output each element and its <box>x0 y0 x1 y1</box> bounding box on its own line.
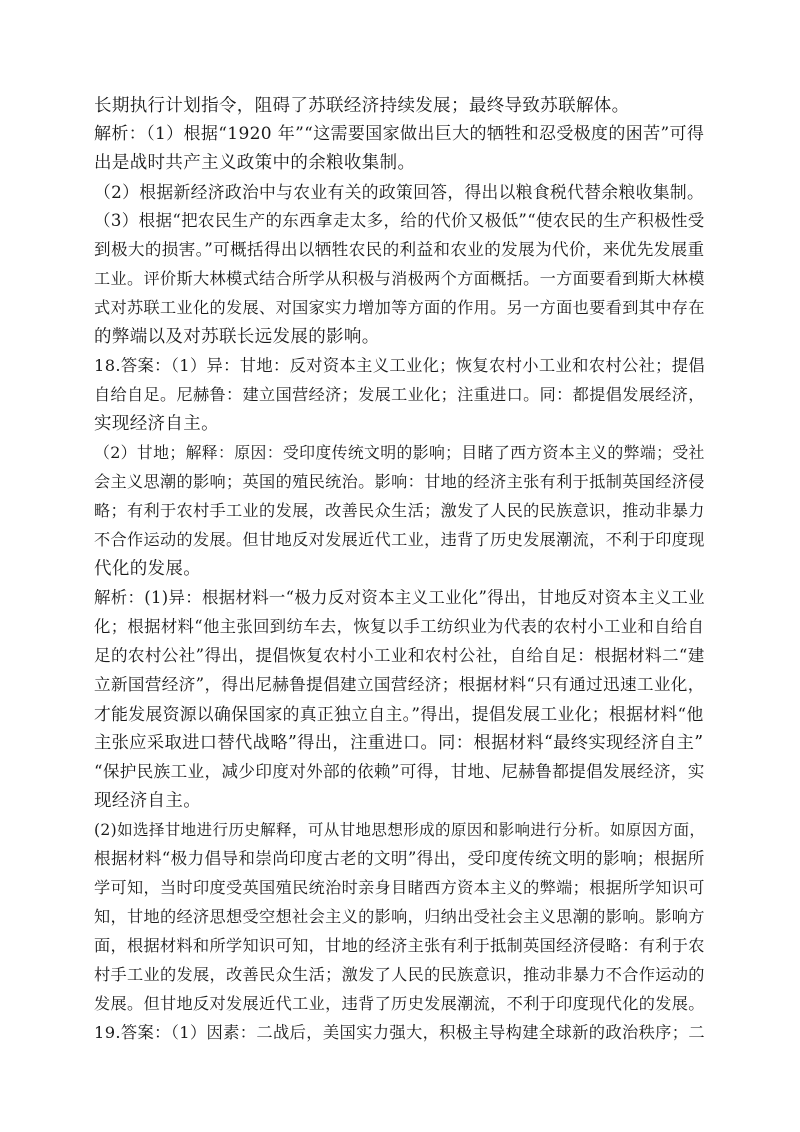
text-line: 18.答案：（1）异：甘地：反对资本主义工业化；恢复农村小工业和农村公社；提倡 <box>94 356 706 375</box>
text-line: 化；根据材料“他主张回到纺车去，恢复以手工纺织业为代表的农村小工业和自给自 <box>94 617 705 636</box>
text-line: 立新国营经济”，得出尼赫鲁提倡建立国营经济；根据材料“只有通过迅速工业化， <box>94 675 705 694</box>
text-line: 不合作运动的发展。但甘地反对发展近代工业，违背了历史发展潮流，不利于印度现 <box>94 530 705 549</box>
text-line: （3）根据“把农民生产的东西拿走太多，给的代价又极低”“使农民的生产积极性受 <box>94 211 705 230</box>
text-line: 略；有利于农村手工业的发展，改善民众生活；激发了人民的民族意识，推动非暴力 <box>94 501 705 520</box>
text-line: 的弊端以及对苏联长远发展的影响。 <box>94 327 380 347</box>
text-line: 才能发展资源以确保国家的真正独立自主。”得出，提倡发展工业化；根据材料“他 <box>94 704 704 724</box>
text-line: 实现经济自主。 <box>94 414 219 434</box>
text-line: 根据材料“极力倡导和崇尚印度古老的文明”得出，受印度传统文明的影响；根据所 <box>94 849 705 868</box>
text-line: (2)如选择甘地进行历史解释，可从甘地思想形成的原因和影响进行分析。如原因方面， <box>94 821 706 839</box>
text-line: 知，甘地的经济思想受空想社会主义的影响，归纳出受社会主义思潮的影响。影响方 <box>94 907 705 926</box>
text-line: 自给自足。尼赫鲁：建立国营经济；发展工业化；注重进口。同：都提倡发展经济， <box>94 385 705 404</box>
text-line: 学可知，当时印度受英国殖民统治时亲身目睹西方资本主义的弊端；根据所学知识可 <box>94 878 705 897</box>
text-line: 足的农村公社”得出，提倡恢复农村小工业和农村公社，自给自足：根据材料二“建 <box>94 646 705 665</box>
text-line: 长期执行计划指令，阻碍了苏联经济持续发展；最终导致苏联解体。 <box>94 96 630 116</box>
text-line: 代化的发展。 <box>94 559 202 579</box>
text-line: 面，根据材料和所学知识可知，甘地的经济主张有利于抵制英国经济侵略：有利于农 <box>94 936 705 955</box>
text-line: 会主义思潮的影响；英国的殖民统治。影响：甘地的经济主张有利于抵制英国经济侵 <box>94 472 705 491</box>
text-line: 主张应采取进口替代战略”得出，注重进口。同：根据材料“最终实现经济自主” <box>94 733 704 753</box>
text-line: 式对苏联工业化的发展、对国家实力增加等方面的作用。另一方面也要看到其中存在 <box>94 298 705 317</box>
text-line: 村手工业的发展，改善民众生活；激发了人民的民族意识，推动非暴力不合作运动的 <box>94 965 705 984</box>
text-line: 到极大的损害。”可概括得出以牺牲农民的利益和农业的发展为代价，来优先发展重 <box>94 240 705 259</box>
text-line: 19.答案：（1）因素：二战后，美国实力强大，积极主导构建全球新的政治秩序；二 <box>94 1023 706 1042</box>
text-line: 工业。评价斯大林模式结合所学从积极与消极两个方面概括。一方面要看到斯大林模 <box>94 269 705 288</box>
text-line: 解析：(1)异：根据材料一“极力反对资本主义工业化”得出，甘地反对资本主义工业 <box>94 588 705 607</box>
text-line: 出是战时共产主义政策中的余粮收集制。 <box>94 153 416 173</box>
text-line: 发展。但甘地反对发展近代工业，违背了历史发展潮流，不利于印度现代化的发展。 <box>94 994 705 1013</box>
text-line: 解析：（1）根据“1920 年”“这需要国家做出巨大的牺牲和忍受极度的困苦”可得 <box>94 124 705 144</box>
text-line: 现经济自主。 <box>94 791 202 811</box>
text-line: “保护民族工业，减少印度对外部的依赖”可得，甘地、尼赫鲁都提倡发展经济，实 <box>94 762 705 781</box>
text-line: （2）甘地；解释：原因：受印度传统文明的影响；目睹了西方资本主义的弊端；受社 <box>94 443 705 462</box>
text-line: （2）根据新经济政治中与农业有关的政策回答，得出以粮食税代替余粮收集制。 <box>94 182 705 202</box>
